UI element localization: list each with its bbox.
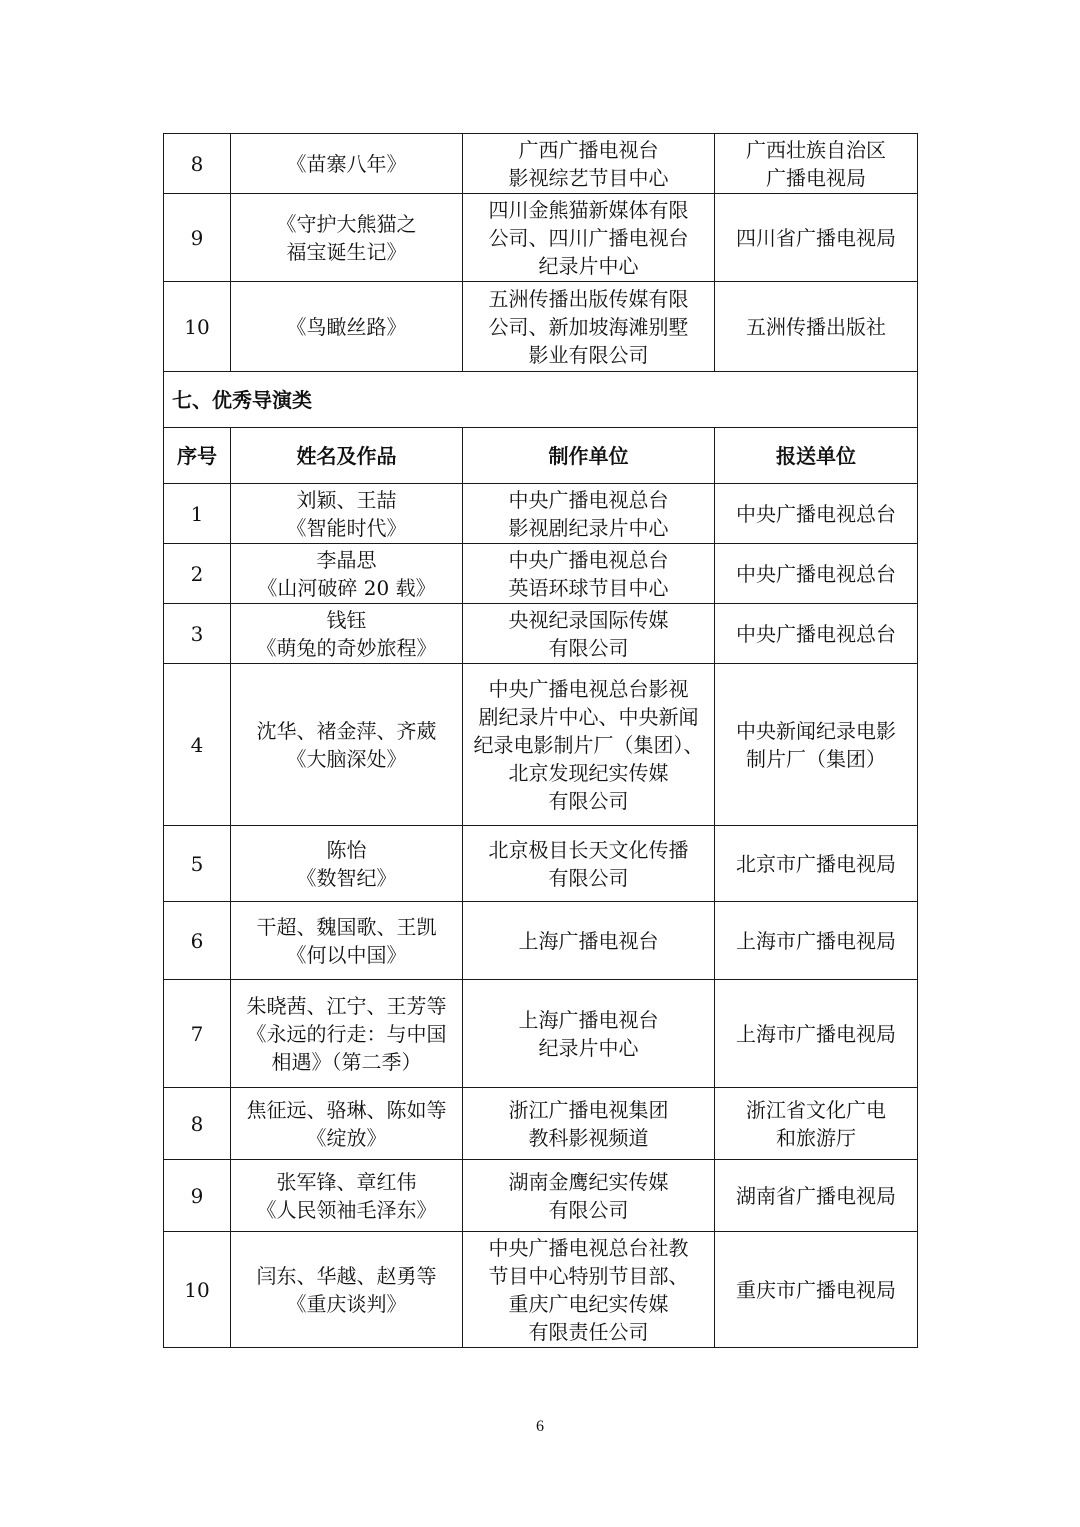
name-and-work-cell-line: 相遇》（第二季） <box>271 1049 422 1074</box>
name-and-work-cell-line: 朱晓茜、江宁、王芳等 <box>246 993 447 1018</box>
serial-number-cell: 9 <box>164 194 231 282</box>
submitter-cell-line: 广西壮族自治区 <box>746 137 886 162</box>
submitter-cell-line: 浙江省文化广电 <box>746 1097 886 1122</box>
name-and-work-cell <box>231 604 463 664</box>
name-and-work-cell-line: 干超、魏国歌、王凯 <box>256 914 437 939</box>
header-row <box>164 428 918 484</box>
producer-cell-line: 五洲传播出版传媒有限 <box>488 286 689 311</box>
producer-cell-line: 上海广播电视台 <box>518 1007 659 1032</box>
submitter-cell <box>715 826 918 902</box>
producer-cell <box>463 980 715 1088</box>
table-row <box>164 1160 918 1232</box>
name-and-work-cell-line: 《萌兔的奇妙旅程》 <box>256 635 437 660</box>
name-and-work-cell <box>231 826 463 902</box>
submitter-cell-line: 制片厂（集团） <box>746 746 886 771</box>
producer-cell <box>463 604 715 664</box>
producer-cell-line: 教科影视频道 <box>528 1125 649 1150</box>
name-and-work-cell-line: 闫东、华越、赵勇等 <box>256 1263 437 1288</box>
name-and-work-cell <box>231 484 463 544</box>
table-row <box>164 980 918 1088</box>
submitter-cell-line: 中央广播电视总台 <box>736 561 896 586</box>
producer-cell-line: 四川金熊猫新媒体有限 <box>488 197 689 222</box>
work-cell-line: 《鸟瞰丝路》 <box>286 314 407 339</box>
name-and-work-cell <box>231 1160 463 1232</box>
producer-cell-line: 剧纪录片中心、中央新闻 <box>478 704 699 729</box>
submitter-cell-line: 四川省广播电视局 <box>736 225 896 250</box>
name-and-work-cell-line: 《山河破碎 20 载》 <box>257 575 436 600</box>
submitter-cell-line: 中央新闻纪录电影 <box>736 718 896 743</box>
table-row <box>164 134 918 194</box>
producer-cell <box>463 1160 715 1232</box>
serial-number-cell: 4 <box>164 664 231 826</box>
producer-cell-line: 中央广播电视总台 <box>508 487 669 512</box>
table-row <box>164 194 918 282</box>
producer-cell-line: 影视剧纪录片中心 <box>508 515 669 540</box>
submitter-cell-line: 五洲传播出版社 <box>746 314 886 339</box>
name-and-work-cell-line: 《人民领袖毛泽东》 <box>256 1197 437 1222</box>
name-and-work-cell-line: 钱钰 <box>326 607 367 632</box>
producer-cell-line: 有限公司 <box>548 865 629 890</box>
producer-cell-line: 湖南金鹰纪实传媒 <box>508 1169 669 1194</box>
producer-cell <box>463 544 715 604</box>
serial-number-cell: 1 <box>164 484 231 544</box>
submitter-cell-line: 北京市广播电视局 <box>736 851 896 876</box>
producer-cell <box>463 664 715 826</box>
producer-cell <box>463 484 715 544</box>
producer-cell-line: 北京发现纪实传媒 <box>508 760 669 785</box>
producer-cell-line: 中央广播电视总台社教 <box>488 1235 689 1260</box>
submitter-cell-line: 上海市广播电视局 <box>736 1021 896 1046</box>
name-and-work-cell <box>231 1232 463 1348</box>
header-serial-number: 序号 <box>164 428 231 484</box>
name-and-work-cell-line: 《绽放》 <box>306 1125 387 1150</box>
serial-number-cell: 5 <box>164 826 231 902</box>
work-cell <box>231 282 463 372</box>
producer-cell-line: 公司、四川广播电视台 <box>488 225 689 250</box>
name-and-work-cell-line: 《永远的行走：与中国 <box>246 1021 447 1046</box>
serial-number-cell: 6 <box>164 902 231 980</box>
producer-cell-line: 节目中心特别节目部、 <box>488 1263 689 1288</box>
serial-number-cell: 8 <box>164 1088 231 1160</box>
producer-cell <box>463 902 715 980</box>
submitter-cell <box>715 980 918 1088</box>
serial-number-cell: 2 <box>164 544 231 604</box>
section-title: 七、优秀导演类 <box>164 372 918 428</box>
submitter-cell <box>715 282 918 372</box>
submitter-cell <box>715 664 918 826</box>
producer-cell <box>463 1088 715 1160</box>
table-row <box>164 544 918 604</box>
producer-cell-line: 公司、新加坡海滩别墅 <box>488 314 689 339</box>
producer-cell-line: 纪录电影制片厂（集团）、 <box>473 732 704 757</box>
table-row <box>164 282 918 372</box>
producer-cell <box>463 282 715 372</box>
work-cell-line: 《苗寨八年》 <box>286 151 407 176</box>
submitter-cell-line: 广播电视局 <box>766 165 866 190</box>
submitter-cell-line: 中央广播电视总台 <box>736 621 896 646</box>
serial-number-cell: 10 <box>164 282 231 372</box>
table-row <box>164 1232 918 1348</box>
submitter-cell <box>715 902 918 980</box>
producer-cell-line: 有限责任公司 <box>528 1319 649 1344</box>
producer-cell <box>463 194 715 282</box>
name-and-work-cell-line: 李晶思 <box>316 547 377 572</box>
producer-cell-line: 影视综艺节目中心 <box>508 165 669 190</box>
submitter-cell <box>715 134 918 194</box>
submitter-cell-line: 湖南省广播电视局 <box>736 1183 896 1208</box>
producer-cell-line: 英语环球节目中心 <box>508 575 669 600</box>
serial-number-cell: 10 <box>164 1232 231 1348</box>
submitter-cell-line: 重庆市广播电视局 <box>736 1277 896 1302</box>
name-and-work-cell-line: 沈华、褚金萍、齐葳 <box>256 718 437 743</box>
producer-cell-line: 纪录片中心 <box>538 1035 639 1060</box>
producer-cell-line: 上海广播电视台 <box>518 928 659 953</box>
producer-cell-line: 北京极目长天文化传播 <box>488 837 689 862</box>
producer-cell-line: 纪录片中心 <box>538 253 639 278</box>
serial-number-cell: 7 <box>164 980 231 1088</box>
work-cell <box>231 134 463 194</box>
name-and-work-cell <box>231 544 463 604</box>
page-number: 6 <box>536 1418 544 1435</box>
header-producer: 制作单位 <box>463 428 715 484</box>
name-and-work-cell-line: 陈怡 <box>326 837 367 862</box>
submitter-cell-line: 和旅游厅 <box>776 1125 856 1150</box>
name-and-work-cell <box>231 902 463 980</box>
submitter-cell <box>715 484 918 544</box>
producer-cell-line: 有限公司 <box>548 635 629 660</box>
producer-cell <box>463 1232 715 1348</box>
table-row <box>164 902 918 980</box>
producer-cell-line: 有限公司 <box>548 1197 629 1222</box>
submitter-cell <box>715 1232 918 1348</box>
header-submitter: 报送单位 <box>715 428 918 484</box>
name-and-work-cell <box>231 980 463 1088</box>
producer-cell-line: 影业有限公司 <box>528 342 649 367</box>
name-and-work-cell-line: 焦征远、骆琳、陈如等 <box>246 1097 447 1122</box>
table-row <box>164 664 918 826</box>
producer-cell <box>463 826 715 902</box>
name-and-work-cell-line: 《大脑深处》 <box>286 746 407 771</box>
name-and-work-cell-line: 刘颖、王喆 <box>296 487 397 512</box>
producer-cell-line: 央视纪录国际传媒 <box>508 607 669 632</box>
work-cell-line: 福宝诞生记》 <box>286 239 407 264</box>
name-and-work-cell <box>231 1088 463 1160</box>
submitter-cell <box>715 604 918 664</box>
submitter-cell-line: 上海市广播电视局 <box>736 928 896 953</box>
header-name-and-work: 姓名及作品 <box>231 428 463 484</box>
work-cell-line: 《守护大熊猫之 <box>276 211 417 236</box>
serial-number-cell: 3 <box>164 604 231 664</box>
awards-table <box>163 133 918 1348</box>
table-row <box>164 826 918 902</box>
name-and-work-cell-line: 《重庆谈判》 <box>286 1291 407 1316</box>
producer-cell-line: 中央广播电视总台影视 <box>488 676 689 701</box>
submitter-cell-line: 中央广播电视总台 <box>736 501 896 526</box>
name-and-work-cell-line: 《何以中国》 <box>286 942 407 967</box>
producer-cell-line: 有限公司 <box>548 788 629 813</box>
name-and-work-cell-line: 张军锋、章红伟 <box>276 1169 417 1194</box>
submitter-cell <box>715 1088 918 1160</box>
awards-table-body <box>164 134 918 1348</box>
name-and-work-cell <box>231 664 463 826</box>
producer-cell-line: 浙江广播电视集团 <box>508 1097 669 1122</box>
section-title-row <box>164 372 918 428</box>
serial-number-cell: 8 <box>164 134 231 194</box>
producer-cell-line: 中央广播电视总台 <box>508 547 669 572</box>
producer-cell-line: 广西广播电视台 <box>518 137 659 162</box>
table-row <box>164 484 918 544</box>
submitter-cell <box>715 544 918 604</box>
name-and-work-cell-line: 《数智纪》 <box>296 865 397 890</box>
submitter-cell <box>715 194 918 282</box>
name-and-work-cell-line: 《智能时代》 <box>286 515 407 540</box>
producer-cell <box>463 134 715 194</box>
work-cell <box>231 194 463 282</box>
serial-number-cell: 9 <box>164 1160 231 1232</box>
producer-cell-line: 重庆广电纪实传媒 <box>508 1291 669 1316</box>
submitter-cell <box>715 1160 918 1232</box>
table-row <box>164 1088 918 1160</box>
table-row <box>164 604 918 664</box>
